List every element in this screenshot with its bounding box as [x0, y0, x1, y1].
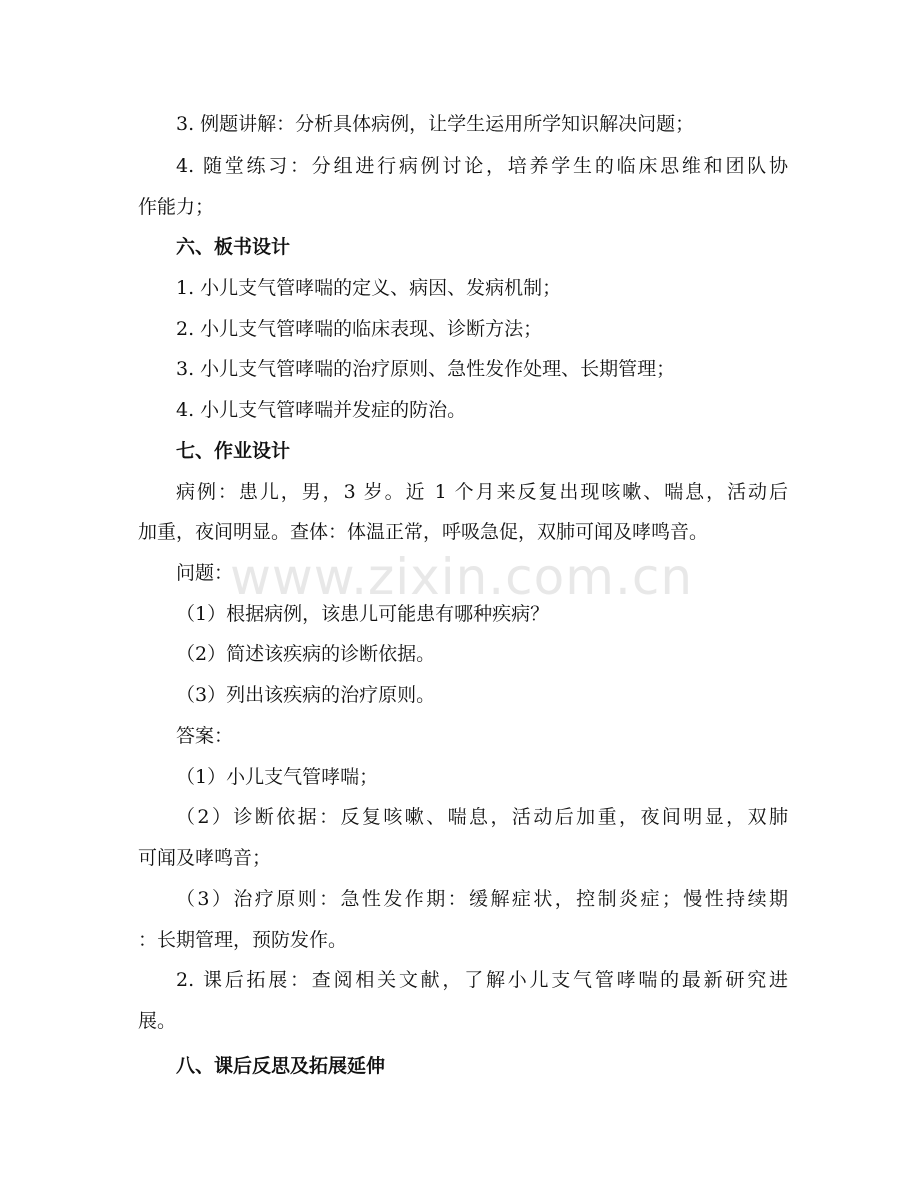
step-4-practice-cont: 作能力； — [138, 196, 215, 218]
case-text-cont: 加重，夜间明显。查体：体温正常，呼吸急促，双肺可闻及哮鸣音。 — [138, 521, 709, 543]
watermark: www.zixin.com.cn — [230, 548, 694, 606]
section-heading-homework: 七、作业设计 — [176, 440, 291, 462]
step-4-practice: 4. 随堂练习：分组进行病例讨论，培养学生的临床思维和团队协 — [176, 155, 788, 177]
extension-task: 2. 课后拓展：查阅相关文献，了解小儿支气管哮喘的最新研究进 — [176, 969, 788, 991]
board-item-3: 3. 小儿支气管哮喘的治疗原则、急性发作处理、长期管理； — [176, 358, 676, 380]
section-heading-board-design: 六、板书设计 — [176, 236, 291, 258]
board-item-1: 1. 小儿支气管哮喘的定义、病因、发病机制； — [176, 277, 562, 299]
case-text: 病例：患儿，男，3 岁。近 1 个月来反复出现咳嗽、喘息，活动后 — [176, 481, 788, 503]
answer-2: （2）诊断依据：反复咳嗽、喘息，活动后加重，夜间明显，双肺 — [176, 806, 788, 828]
board-item-2: 2. 小儿支气管哮喘的临床表现、诊断方法； — [176, 318, 543, 340]
answer-1: （1）小儿支气管哮喘； — [176, 766, 379, 788]
section-heading-reflection: 八、课后反思及拓展延伸 — [176, 1055, 386, 1077]
answer-label: 答案： — [176, 725, 234, 747]
answer-3: （3）治疗原则：急性发作期：缓解症状，控制炎症；慢性持续期 — [176, 888, 788, 910]
extension-task-cont: 展。 — [138, 1010, 177, 1032]
question-1: （1）根据病例，该患儿可能患有哪种疾病？ — [176, 603, 550, 625]
answer-3-cont: ：长期管理，预防发作。 — [138, 929, 348, 951]
step-3-example: 3. 例题讲解：分析具体病例，让学生运用所学知识解决问题； — [176, 113, 695, 135]
answer-2-cont: 可闻及哮鸣音； — [138, 847, 272, 869]
question-2: （2）简述该疾病的诊断依据。 — [176, 643, 436, 665]
board-item-4: 4. 小儿支气管哮喘并发症的防治。 — [176, 399, 467, 421]
question-label: 问题： — [176, 562, 234, 584]
question-3: （3）列出该疾病的治疗原则。 — [176, 684, 436, 706]
